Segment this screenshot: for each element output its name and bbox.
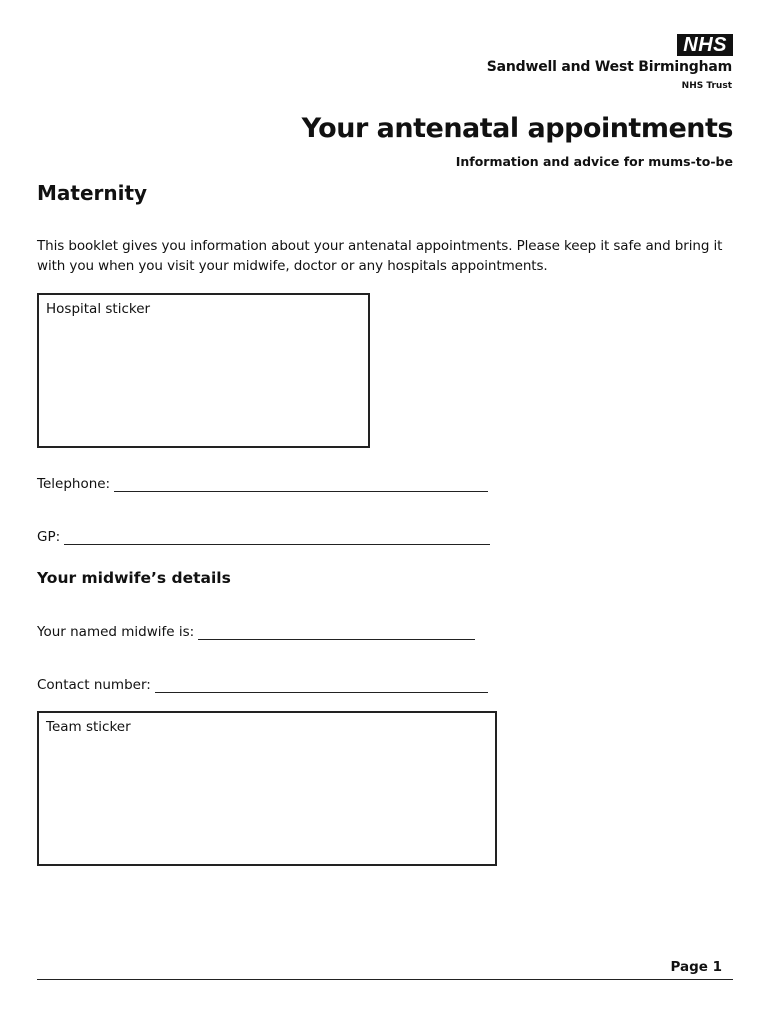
hospital-sticker-box[interactable] (37, 293, 370, 448)
footer-divider (37, 979, 733, 980)
nhs-logo: NHS (677, 34, 733, 56)
named-midwife-input-line[interactable] (198, 625, 475, 640)
page-subtitle: Information and advice for mums-to-be (455, 154, 733, 169)
contact-number-field (37, 677, 488, 693)
team-sticker-box[interactable] (37, 711, 497, 866)
gp-label: GP: (37, 529, 61, 545)
team-sticker-label: Team sticker (46, 719, 131, 735)
telephone-label: Telephone: (37, 476, 111, 492)
named-midwife-label: Your named midwife is: (37, 624, 195, 640)
hospital-sticker-label: Hospital sticker (46, 301, 151, 317)
contact-number-label: Contact number: (37, 677, 151, 693)
contact-number-input-line[interactable] (155, 678, 488, 693)
page-number: Page 1 (670, 959, 722, 975)
intro-paragraph: This booklet gives you information about your antenatal appointments. Please keep it safe and bring it with you when you visit your midwife, doctor or any hospitals appointments. (37, 238, 723, 274)
telephone-field (37, 476, 488, 492)
section-heading: Maternity (37, 181, 148, 205)
named-midwife-field (37, 624, 475, 640)
gp-field (37, 529, 490, 545)
midwife-details-heading: Your midwife’s details (37, 569, 231, 587)
gp-input-line[interactable] (64, 530, 490, 545)
trust-subtitle: NHS Trust (681, 81, 732, 91)
telephone-input-line[interactable] (114, 477, 488, 492)
trust-name: Sandwell and West Birmingham (486, 59, 732, 75)
page-title: Your antenatal appointments (301, 113, 733, 144)
